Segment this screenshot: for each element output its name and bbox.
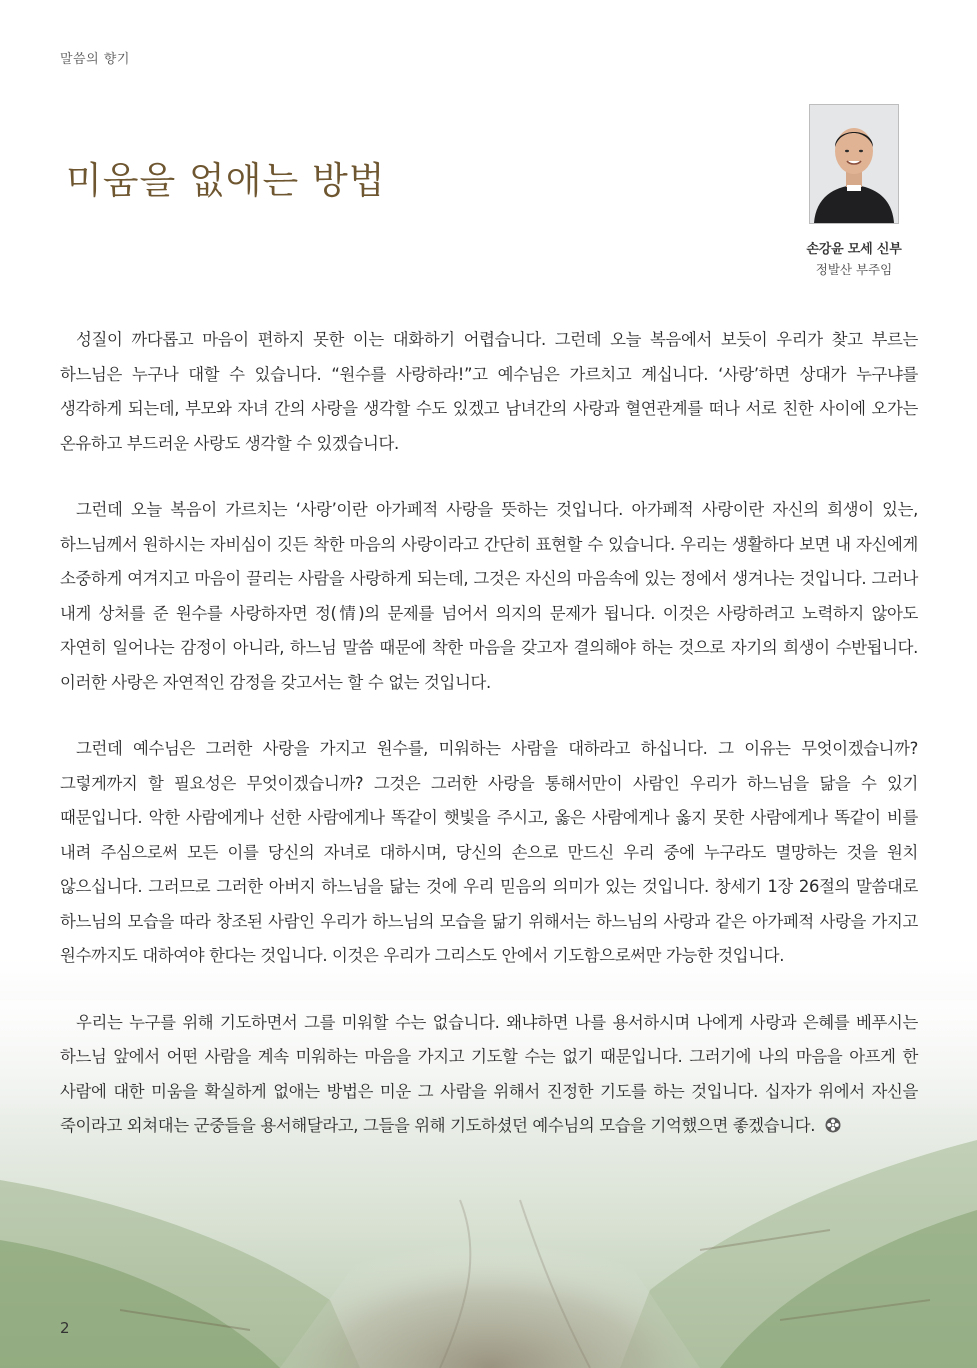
author-role: 정발산 부주임 [815, 262, 893, 277]
paragraph-1: 성질이 까다롭고 마음이 편하지 못한 이는 대화하기 어렵습니다. 그런데 오늘 복음에서 보듯이 우리가 찾고 부르는 하느님은 누구나 대할 수 있습니다. “원수를 사랑하라!”고 예수님은 가르치고 계십니다. ‘사랑’하면 상대가 누구냐를 생각하게 되는데, 부모와 자녀 간의 사랑을 생각할 수도 있겠고 남녀간의 사랑과 혈연관계를 떠나 서로 친한 사이에 오가는 온유하고 부드러운 사랑도 생각할 수 있겠습니다. [60, 330, 918, 453]
priest-portrait-icon [810, 105, 898, 223]
author-name: 손강윤 모세 신부 [806, 242, 902, 257]
paragraph-2: 그런데 오늘 복음이 가르치는 ‘사랑’이란 아가페적 사랑을 뜻하는 것입니다. 아가페적 사랑이란 자신의 희생이 있는, 하느님께서 원하시는 자비심이 깃든 착한 마음의 사랑이라고 간단히 표현할 수 있습니다. 우리는 생활하다 보면 내 자신에게 소중하게 여겨지고 마음이 끌리는 사람을 사랑하게 되는데, 그것은 자신의 마음속에 있는 정에서 생겨나는 것입니다. 그러나 내게 상처를 준 원수를 사랑하자면 정(情)의 문제를 넘어서 의지의 문제가 됩니다. 이것은 사랑하려고 노력하지 않아도 자연히 일어나는 감정이 아니라, 하느님 말씀 때문에 착한 마음을 갖고자 결의해야 하는 것으로 자기의 희생이 수반됩니다. 이러한 사랑은 자연적인 감정을 갖고서는 할 수 없는 것입니다. [60, 500, 918, 692]
paragraph-3: 그런데 예수님은 그러한 사랑을 가지고 원수를, 미워하는 사람을 대하라고 하십니다. 그 이유는 무엇이겠습니까? 그렇게까지 할 필요성은 무엇이겠습니까? 그것은 그러한 사랑을 통해서만이 사람인 우리가 하느님을 닮을 수 있기 때문입니다. 악한 사람에게나 선한 사람에게나 똑같이 햇빛을 주시고, 옳은 사람에게나 옳지 못한 사람에게나 똑같이 비를 내려 주심으로써 모든 이를 당신의 자녀로 대하시며, 당신의 손으로 만드신 우리 중에 누구라도 멸망하는 것을 원치 않으십니다. 그러므로 그러한 아버지 하느님을 닮는 것에 우리 믿음의 의미가 있는 것입니다. 창세기 1장 26절의 말씀대로 하느님의 모습을 따라 창조된 사람인 우리가 하느님의 모습을 닮기 위해서는 하느님의 사랑과 같은 아가페적 사랑을 가지고 원수까지도 대하여야 한다는 것입니다. 이것은 우리가 그리스도 안에서 기도함으로써만 가능한 것입니다. [60, 739, 918, 965]
author-photo [809, 104, 899, 224]
author-block [790, 104, 918, 278]
paragraph-4 [60, 1006, 918, 1144]
end-mark-icon [825, 1117, 841, 1133]
section-label: 말씀의 향기 [60, 52, 130, 67]
article-title: 미움을 없애는 방법 [66, 159, 386, 202]
article-body [60, 323, 918, 1176]
page-number: 2 [60, 1319, 70, 1337]
paragraph-4-text: 우리는 누구를 위해 기도하면서 그를 미워할 수는 없습니다. 왜냐하면 나를 용서하시며 나에게 사랑과 은혜를 베푸시는 하느님 앞에서 어떤 사람을 계속 미워하는 마음을 가지고 기도할 수는 없기 때문입니다. 그러기에 나의 마음을 아프게 한 사람에 대한 미움을 확실하게 없애는 방법은 미운 그 사람을 위해서 진정한 기도를 하는 것입니다. 십자가 위에서 자신을 죽이라고 외쳐대는 군중들을 용서해달라고, 그들을 위해 기도하셨던 예수님의 모습을 기억했으면 좋겠습니다. [60, 1012, 918, 1135]
